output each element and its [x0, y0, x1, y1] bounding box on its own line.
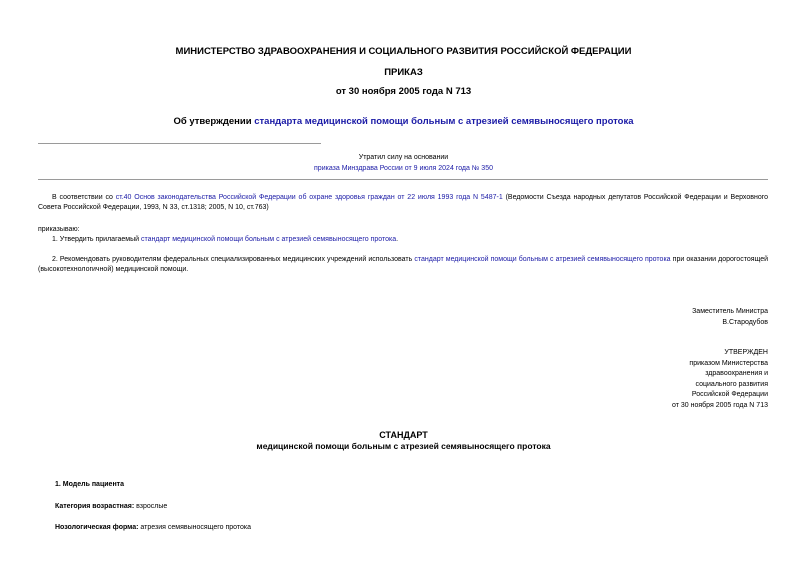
signature-position: Заместитель Министра [692, 308, 768, 315]
order-title [0, 116, 807, 127]
doc-type-heading: ПРИКАЗ [384, 67, 423, 78]
item-2-standard-link[interactable]: стандарт медицинской помощи больным с атрезией семявыносящего протока [414, 256, 671, 263]
lost-force-link[interactable]: приказа Минздрава России от 9 июля 2024 года № 350 [314, 165, 493, 172]
signature-name: В.Стародубов [722, 318, 768, 326]
item-1-standard-link[interactable]: стандарт медицинской помощи больным с атрезией семявыносящего протока [140, 236, 397, 243]
divider-long [38, 179, 768, 180]
standard-subtitle: медицинской помощи больным с атрезией семявыносящего протока [256, 441, 551, 451]
item-1-suffix: . [396, 236, 399, 243]
signature-block [692, 307, 768, 328]
basis-suffix: (Ведомости Съезда народных депутатов Российской Федерации и Верховного Совета Российской Федерации, 1993, N 33, ст.1318; 2005, N 10, ст.763) [38, 194, 768, 211]
nosological-form-value: атрезия семявыносящего протока [138, 524, 252, 531]
standard-title: СТАНДАРТ [379, 430, 428, 440]
item-2-prefix: 2. Рекомендовать руководителям федеральных специализированных медицинских учреждений использовать [52, 256, 415, 263]
divider-short [38, 143, 321, 144]
approval-line-1: УТВЕРЖДЕН [724, 349, 768, 356]
basis-paragraph [38, 193, 768, 213]
approval-block [672, 348, 768, 411]
order-title-prefix: Об утверждении [173, 116, 255, 127]
nosological-form-label: Нозологическая форма: [55, 524, 139, 531]
item-2-suffix: при оказании дорогостоящей (высокотехнологичной) медицинской помощи. [38, 256, 768, 273]
ministry-heading: МИНИСТЕРСТВО ЗДРАВООХРАНЕНИЯ И СОЦИАЛЬНОГО РАЗВИТИЯ РОССИЙСКОЙ ФЕДЕРАЦИИ [175, 46, 632, 57]
approval-line-2: приказом Министерства [689, 359, 768, 367]
basis-law-link[interactable]: ст.40 Основ законодательства Российской Федерации об охране здоровья граждан от 22 июля 1993 года N 5487-1 [115, 194, 503, 201]
section-patient-model: 1. Модель пациента [55, 481, 124, 488]
nosological-form [55, 524, 251, 531]
item-2-paragraph [38, 255, 768, 275]
order-title-link[interactable]: стандарта медицинской помощи больным с атрезией семявыносящего протока [254, 116, 634, 127]
lost-force-note: Утратил силу на основании [358, 154, 449, 161]
item-1-prefix: 1. Утвердить прилагаемый [52, 236, 141, 243]
item-1-paragraph [38, 235, 768, 245]
age-category-label: Категория возрастная: [55, 503, 135, 510]
approval-line-5: Российской Федерации [691, 391, 768, 398]
approval-line-3: здравоохранения и [705, 370, 768, 377]
order-date-number: от 30 ноября 2005 года N 713 [335, 86, 472, 97]
orders-word: приказываю: [38, 226, 80, 233]
basis-prefix: В соответствии со [52, 194, 116, 201]
approval-line-4: социального развития [695, 380, 768, 388]
age-category [55, 503, 167, 510]
lost-force-link-line [0, 165, 807, 172]
age-category-value: взрослые [134, 503, 168, 510]
approval-line-6: от 30 ноября 2005 года N 713 [672, 401, 768, 409]
